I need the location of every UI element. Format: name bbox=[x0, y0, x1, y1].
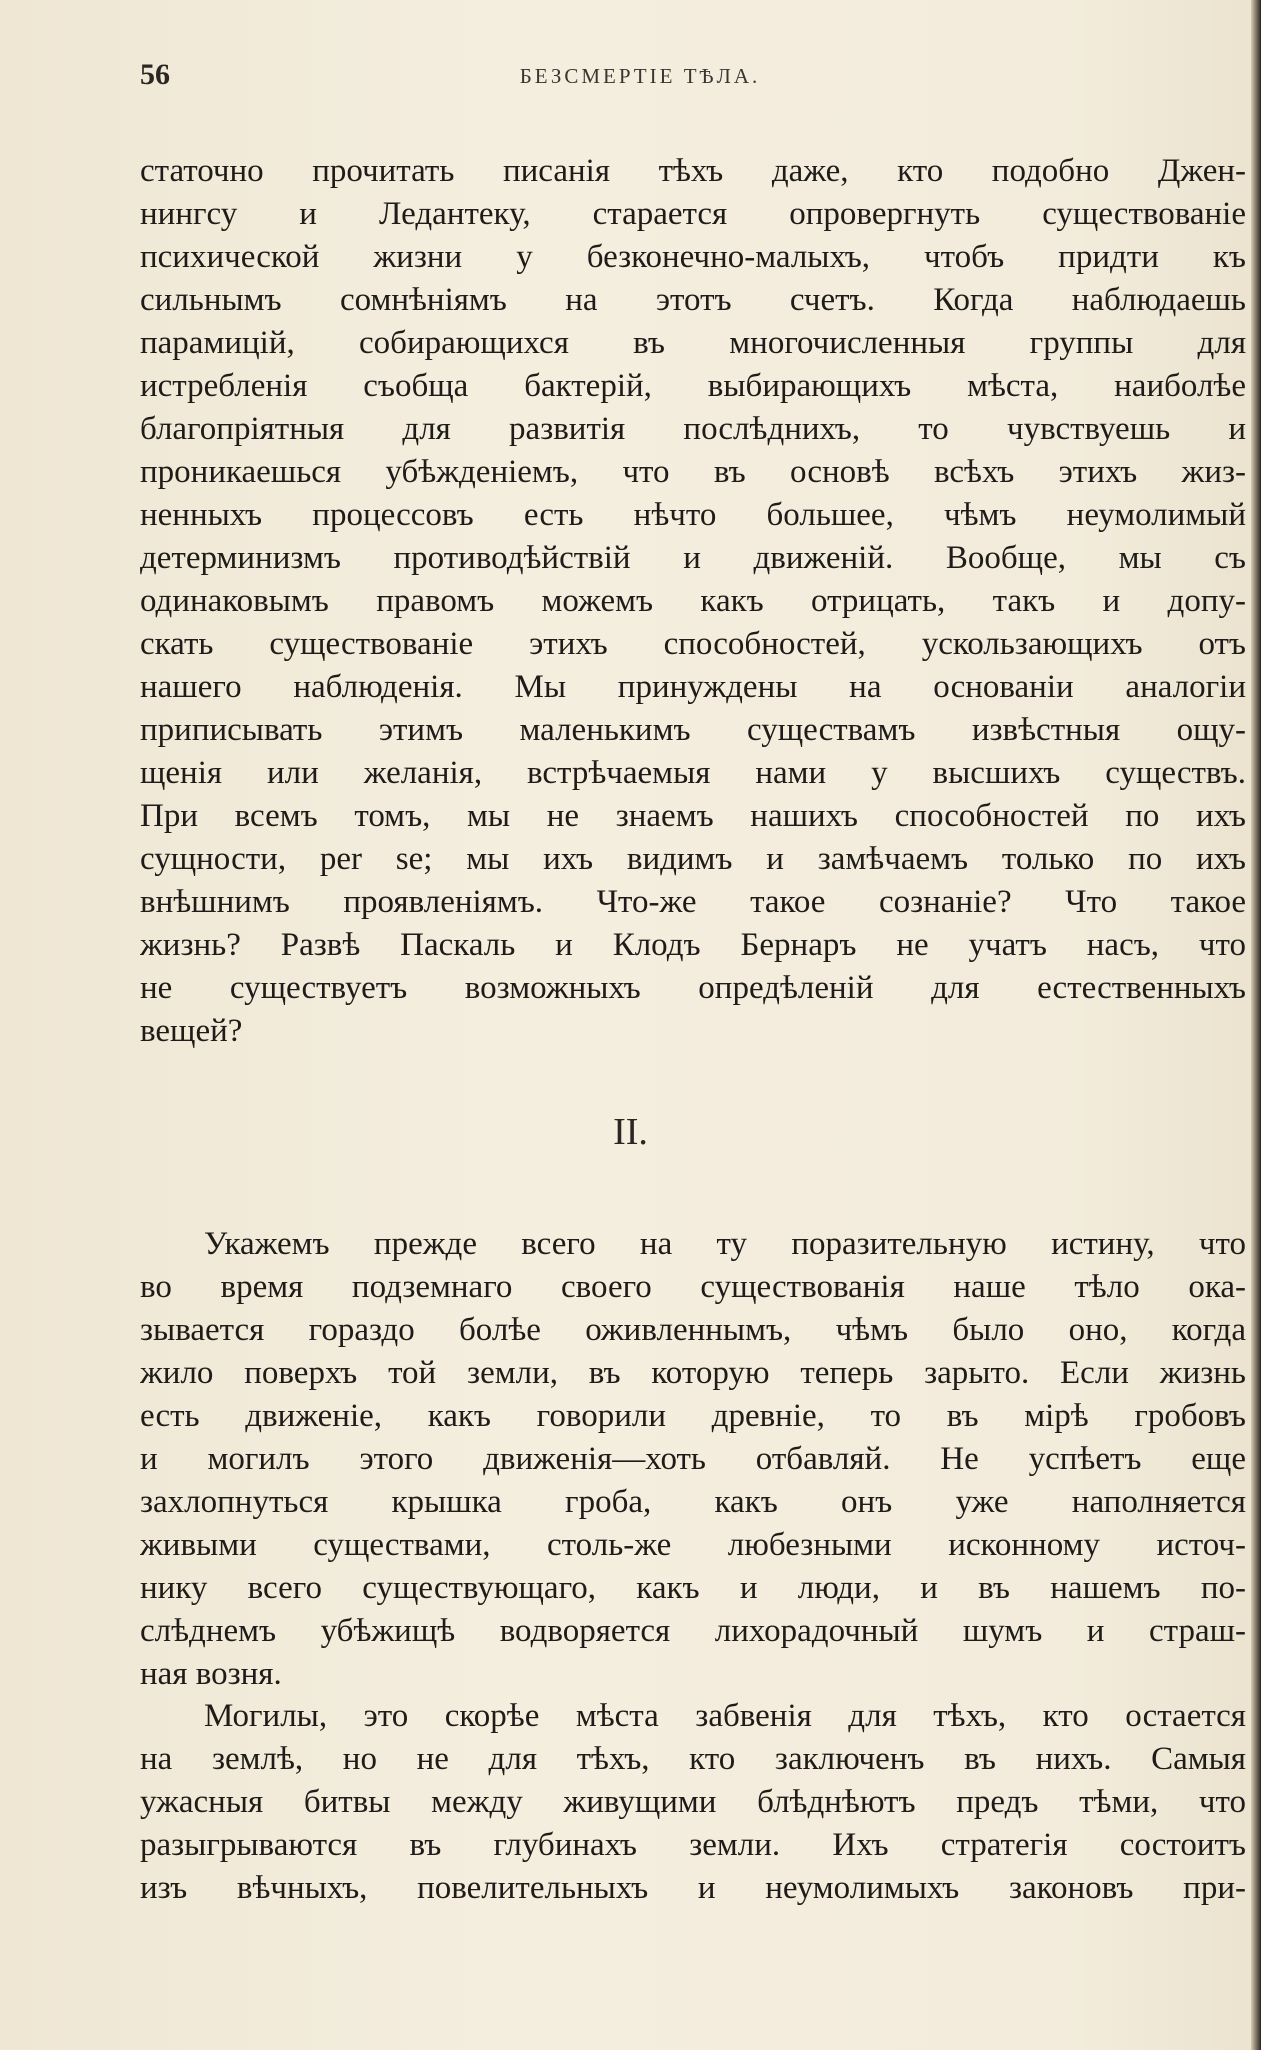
page-header bbox=[140, 58, 1140, 98]
text-line: зывается гораздо болѣе оживленнымъ, чѣмъ было оно, когда bbox=[140, 1312, 1246, 1348]
text-line: во время подземнаго своего существованія наше тѣло ока- bbox=[140, 1269, 1246, 1305]
page-number: 56 bbox=[140, 58, 170, 91]
paragraph-2 bbox=[140, 1223, 1246, 1696]
text-line: сущности, per se; мы ихъ видимъ и замѣчаемъ только по ихъ bbox=[140, 841, 1246, 877]
paragraph-1 bbox=[140, 150, 1246, 1053]
text-line: щенія или желанія, встрѣчаемыя нами у высшихъ существъ. bbox=[140, 755, 1246, 791]
text-line: нингсу и Ледантеку, старается опровергнуть существованіе bbox=[140, 196, 1246, 232]
text-line: проникаешься убѣжденіемъ, что въ основѣ всѣхъ этихъ жиз- bbox=[140, 454, 1246, 490]
text-line: детерминизмъ противодѣйствій и движеній. Вообще, мы съ bbox=[140, 540, 1246, 576]
section-heading: II. bbox=[613, 1111, 648, 1153]
text-line: ная возня. bbox=[140, 1656, 282, 1692]
text-line: приписывать этимъ маленькимъ существамъ извѣстныя ощу- bbox=[140, 712, 1246, 748]
text-line: захлопнуться крышка гроба, какъ онъ уже наполняется bbox=[140, 1484, 1246, 1520]
text-line: изъ вѣчныхъ, повелительныхъ и неумолимыхъ законовъ при- bbox=[140, 1870, 1246, 1906]
text-line: жило поверхъ той земли, въ которую теперь зарыто. Если жизнь bbox=[140, 1355, 1246, 1391]
text-line: не существуетъ возможныхъ опредѣленій для естественныхъ bbox=[140, 970, 1246, 1006]
text-line: слѣднемъ убѣжищѣ водворяется лихорадочный шумъ и страш- bbox=[140, 1613, 1246, 1649]
text-line: нику всего существующаго, какъ и люди, и въ нашемъ по- bbox=[140, 1570, 1246, 1606]
text-line: ненныхъ процессовъ есть нѣчто большее, чѣмъ неумолимый bbox=[140, 497, 1246, 533]
text-line: ужасныя битвы между живущими блѣднѣютъ предъ тѣми, что bbox=[140, 1784, 1246, 1820]
text-line: сильнымъ сомнѣніямъ на этотъ счетъ. Когда наблюдаешь bbox=[140, 282, 1246, 318]
text-line: жизнь? Развѣ Паскаль и Клодъ Бернаръ не учатъ насъ, что bbox=[140, 927, 1246, 963]
text-line: на землѣ, но не для тѣхъ, кто заключенъ въ нихъ. Самыя bbox=[140, 1741, 1246, 1777]
running-title: БЕЗСМЕРТІЕ ТѢЛА. bbox=[519, 64, 761, 88]
text-line: живыми существами, столь-же любезными исконному источ- bbox=[140, 1527, 1246, 1563]
text-line: вещей? bbox=[140, 1013, 243, 1049]
text-line: статочно прочитать писанія тѣхъ даже, кто подобно Джен- bbox=[140, 153, 1246, 189]
text-line: нашего наблюденія. Мы принуждены на основаніи аналогіи bbox=[140, 669, 1246, 705]
page-edge-shadow bbox=[1251, 0, 1261, 2050]
text-line: При всемъ томъ, мы не знаемъ нашихъ способностей по ихъ bbox=[140, 798, 1246, 834]
paragraph-3 bbox=[140, 1695, 1246, 1910]
text-line: одинаковымъ правомъ можемъ какъ отрицать, такъ и допу- bbox=[140, 583, 1246, 619]
text-line: Могилы, это скорѣе мѣста забвенія для тѣхъ, кто остается bbox=[204, 1698, 1246, 1734]
text-line: разыгрываются въ глубинахъ земли. Ихъ стратегія состоитъ bbox=[140, 1827, 1246, 1863]
text-line: внѣшнимъ проявленіямъ. Что-же такое сознаніе? Что такое bbox=[140, 884, 1246, 920]
text-line: благопріятныя для развитія послѣднихъ, то чувствуешь и bbox=[140, 411, 1246, 447]
text-line: психической жизни у безконечно-малыхъ, чтобъ придти къ bbox=[140, 239, 1246, 275]
text-line: Укажемъ прежде всего на ту поразительную истину, что bbox=[204, 1226, 1246, 1262]
text-line: скать существованіе этихъ способностей, ускользающихъ отъ bbox=[140, 626, 1246, 662]
text-line: есть движеніе, какъ говорили древніе, то въ мірѣ гробовъ bbox=[140, 1398, 1246, 1434]
text-line: истребленія съобща бактерій, выбирающихъ мѣста, наиболѣе bbox=[140, 368, 1246, 404]
text-line: парамицій, собирающихся въ многочисленныя группы для bbox=[140, 325, 1246, 361]
text-line: и могилъ этого движенія—хоть отбавляй. Не успѣетъ еще bbox=[140, 1441, 1246, 1477]
